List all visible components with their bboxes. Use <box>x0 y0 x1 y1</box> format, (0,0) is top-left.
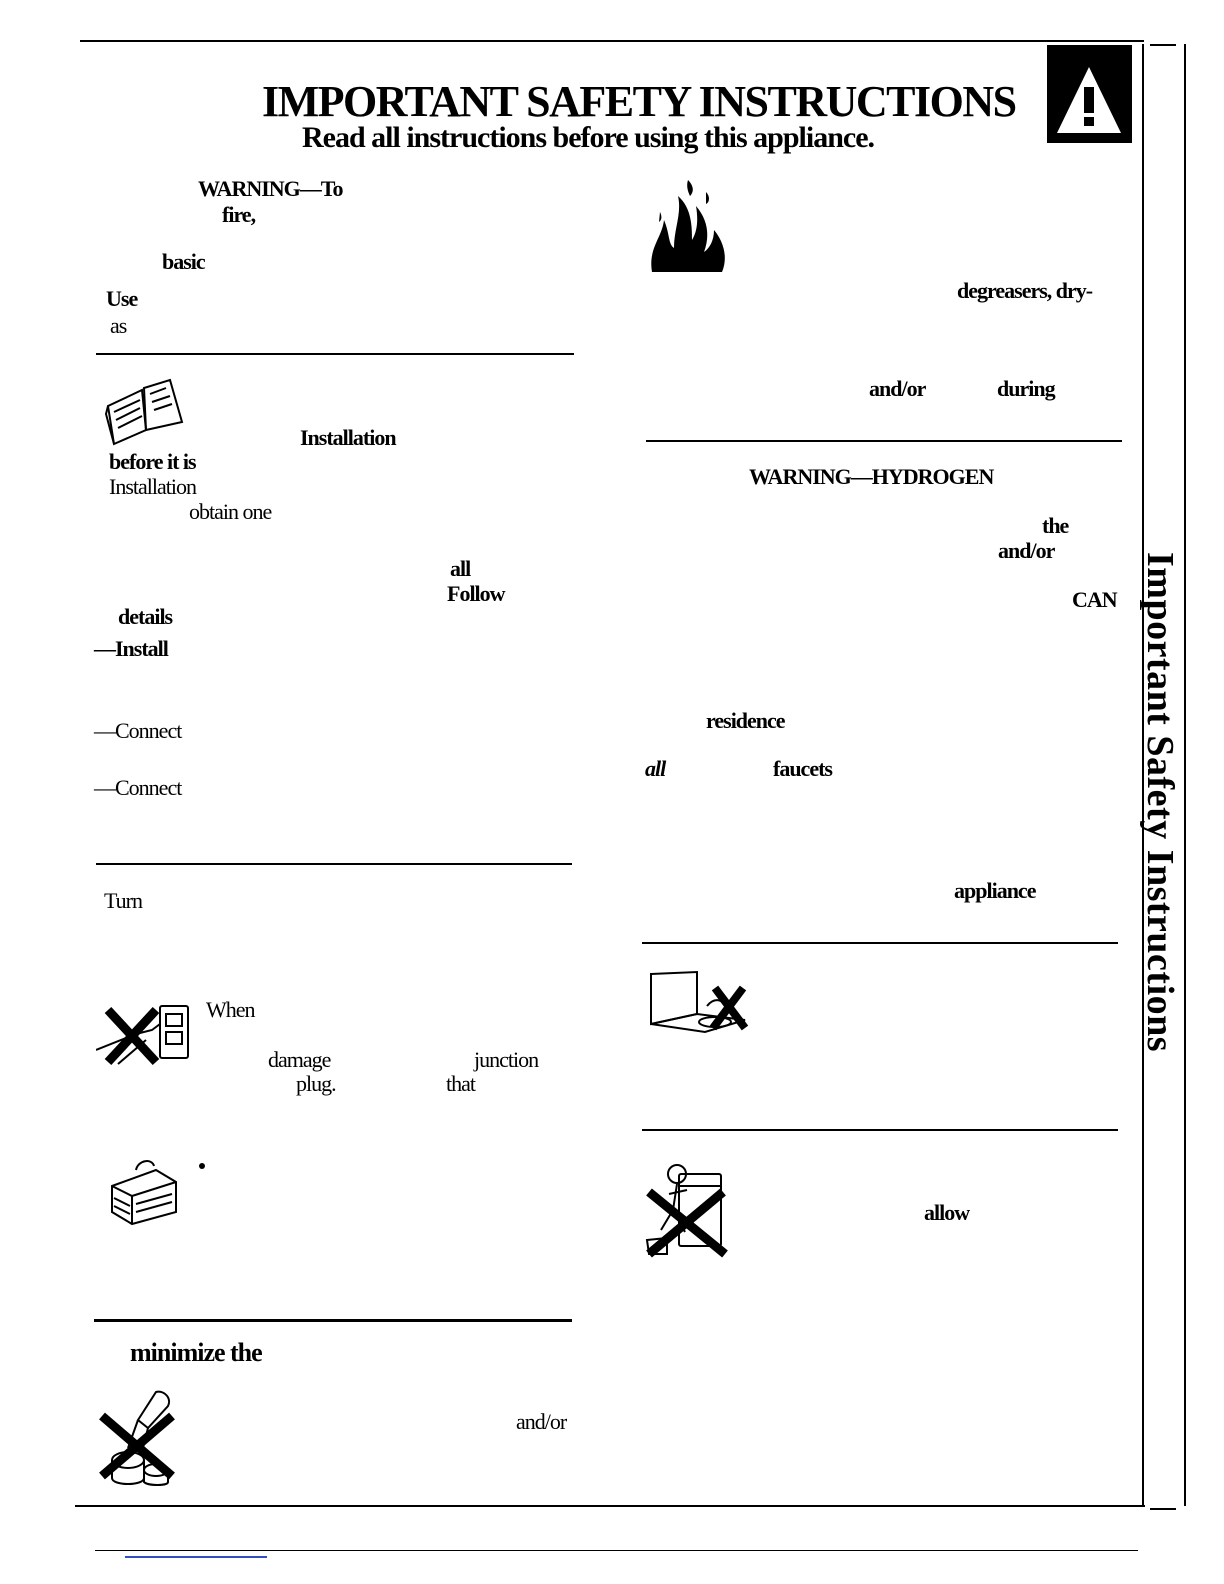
follow-text: Follow <box>447 581 505 606</box>
damage-text: damage <box>268 1047 331 1072</box>
residence-text: residence <box>706 708 785 733</box>
faucets-text: faucets <box>773 756 832 781</box>
bullet-dot <box>199 1163 205 1169</box>
details-text: details <box>118 604 173 629</box>
that-text: that <box>446 1071 475 1096</box>
toolbox-icon <box>106 1158 182 1231</box>
before-it-is: before it is <box>109 449 196 474</box>
solvent-can-icon <box>98 1388 178 1491</box>
section-divider <box>642 942 1118 944</box>
all-italic: all <box>645 756 666 781</box>
junction-text: junction <box>474 1047 539 1072</box>
section-divider <box>646 440 1122 442</box>
top-rule-right <box>1150 44 1176 46</box>
can-text: CAN <box>1072 587 1117 612</box>
page-subtitle: Read all instructions before using this appliance. <box>302 121 875 154</box>
turn-text: Turn <box>104 888 142 913</box>
lid-open-icon <box>645 966 749 1039</box>
section-divider <box>96 863 572 865</box>
install-text: —Install <box>94 636 168 661</box>
section-divider <box>94 1319 572 1322</box>
plug-text: plug. <box>296 1071 336 1096</box>
intro-warning: WARNING—To <box>198 176 343 201</box>
degreasers-text: degreasers, dry- <box>957 278 1093 303</box>
when-text: When <box>206 997 255 1022</box>
intro-basic: basic <box>162 249 205 274</box>
connect-text-1: —Connect <box>94 718 182 743</box>
minimize-the: minimize the <box>130 1338 262 1367</box>
flame-icon <box>648 178 730 279</box>
intro-as: as <box>110 313 127 338</box>
obtain-one: obtain one <box>189 499 272 524</box>
appliance-text: appliance <box>954 878 1036 903</box>
allow-text: allow <box>924 1200 970 1225</box>
the-text: the <box>1042 513 1069 538</box>
bottom-rule-right <box>1150 1508 1176 1510</box>
installation-bold: Installation <box>300 425 396 450</box>
and-or-right-1: and/or <box>869 376 926 401</box>
during-text: during <box>997 376 1055 401</box>
all-text: all <box>450 556 471 581</box>
side-tab-right-rule <box>1184 44 1186 1506</box>
intro-use: Use <box>106 286 138 311</box>
unplug-cord-icon <box>96 1000 192 1077</box>
top-rule <box>80 40 1144 42</box>
section-divider <box>642 1129 1118 1131</box>
intro-fire: fire, <box>222 202 256 227</box>
installation-text: Installation <box>109 474 196 499</box>
connect-text-2: —Connect <box>94 775 182 800</box>
bottom-rule <box>75 1505 1145 1507</box>
section-divider <box>96 353 574 355</box>
and-or-left: and/or <box>516 1409 567 1434</box>
warning-icon <box>1047 45 1132 143</box>
hydrogen-warning: WARNING—HYDROGEN <box>749 464 994 489</box>
side-tab-title: Important Safety Instructions <box>1139 552 1181 1053</box>
footer-link-line <box>125 1556 267 1558</box>
footer-rule <box>95 1550 1138 1551</box>
child-climbing-icon <box>643 1160 729 1263</box>
and-or-right-2: and/or <box>998 538 1055 563</box>
page-title: IMPORTANT SAFETY INSTRUCTIONS <box>262 77 1016 126</box>
open-manual-icon <box>104 378 186 453</box>
